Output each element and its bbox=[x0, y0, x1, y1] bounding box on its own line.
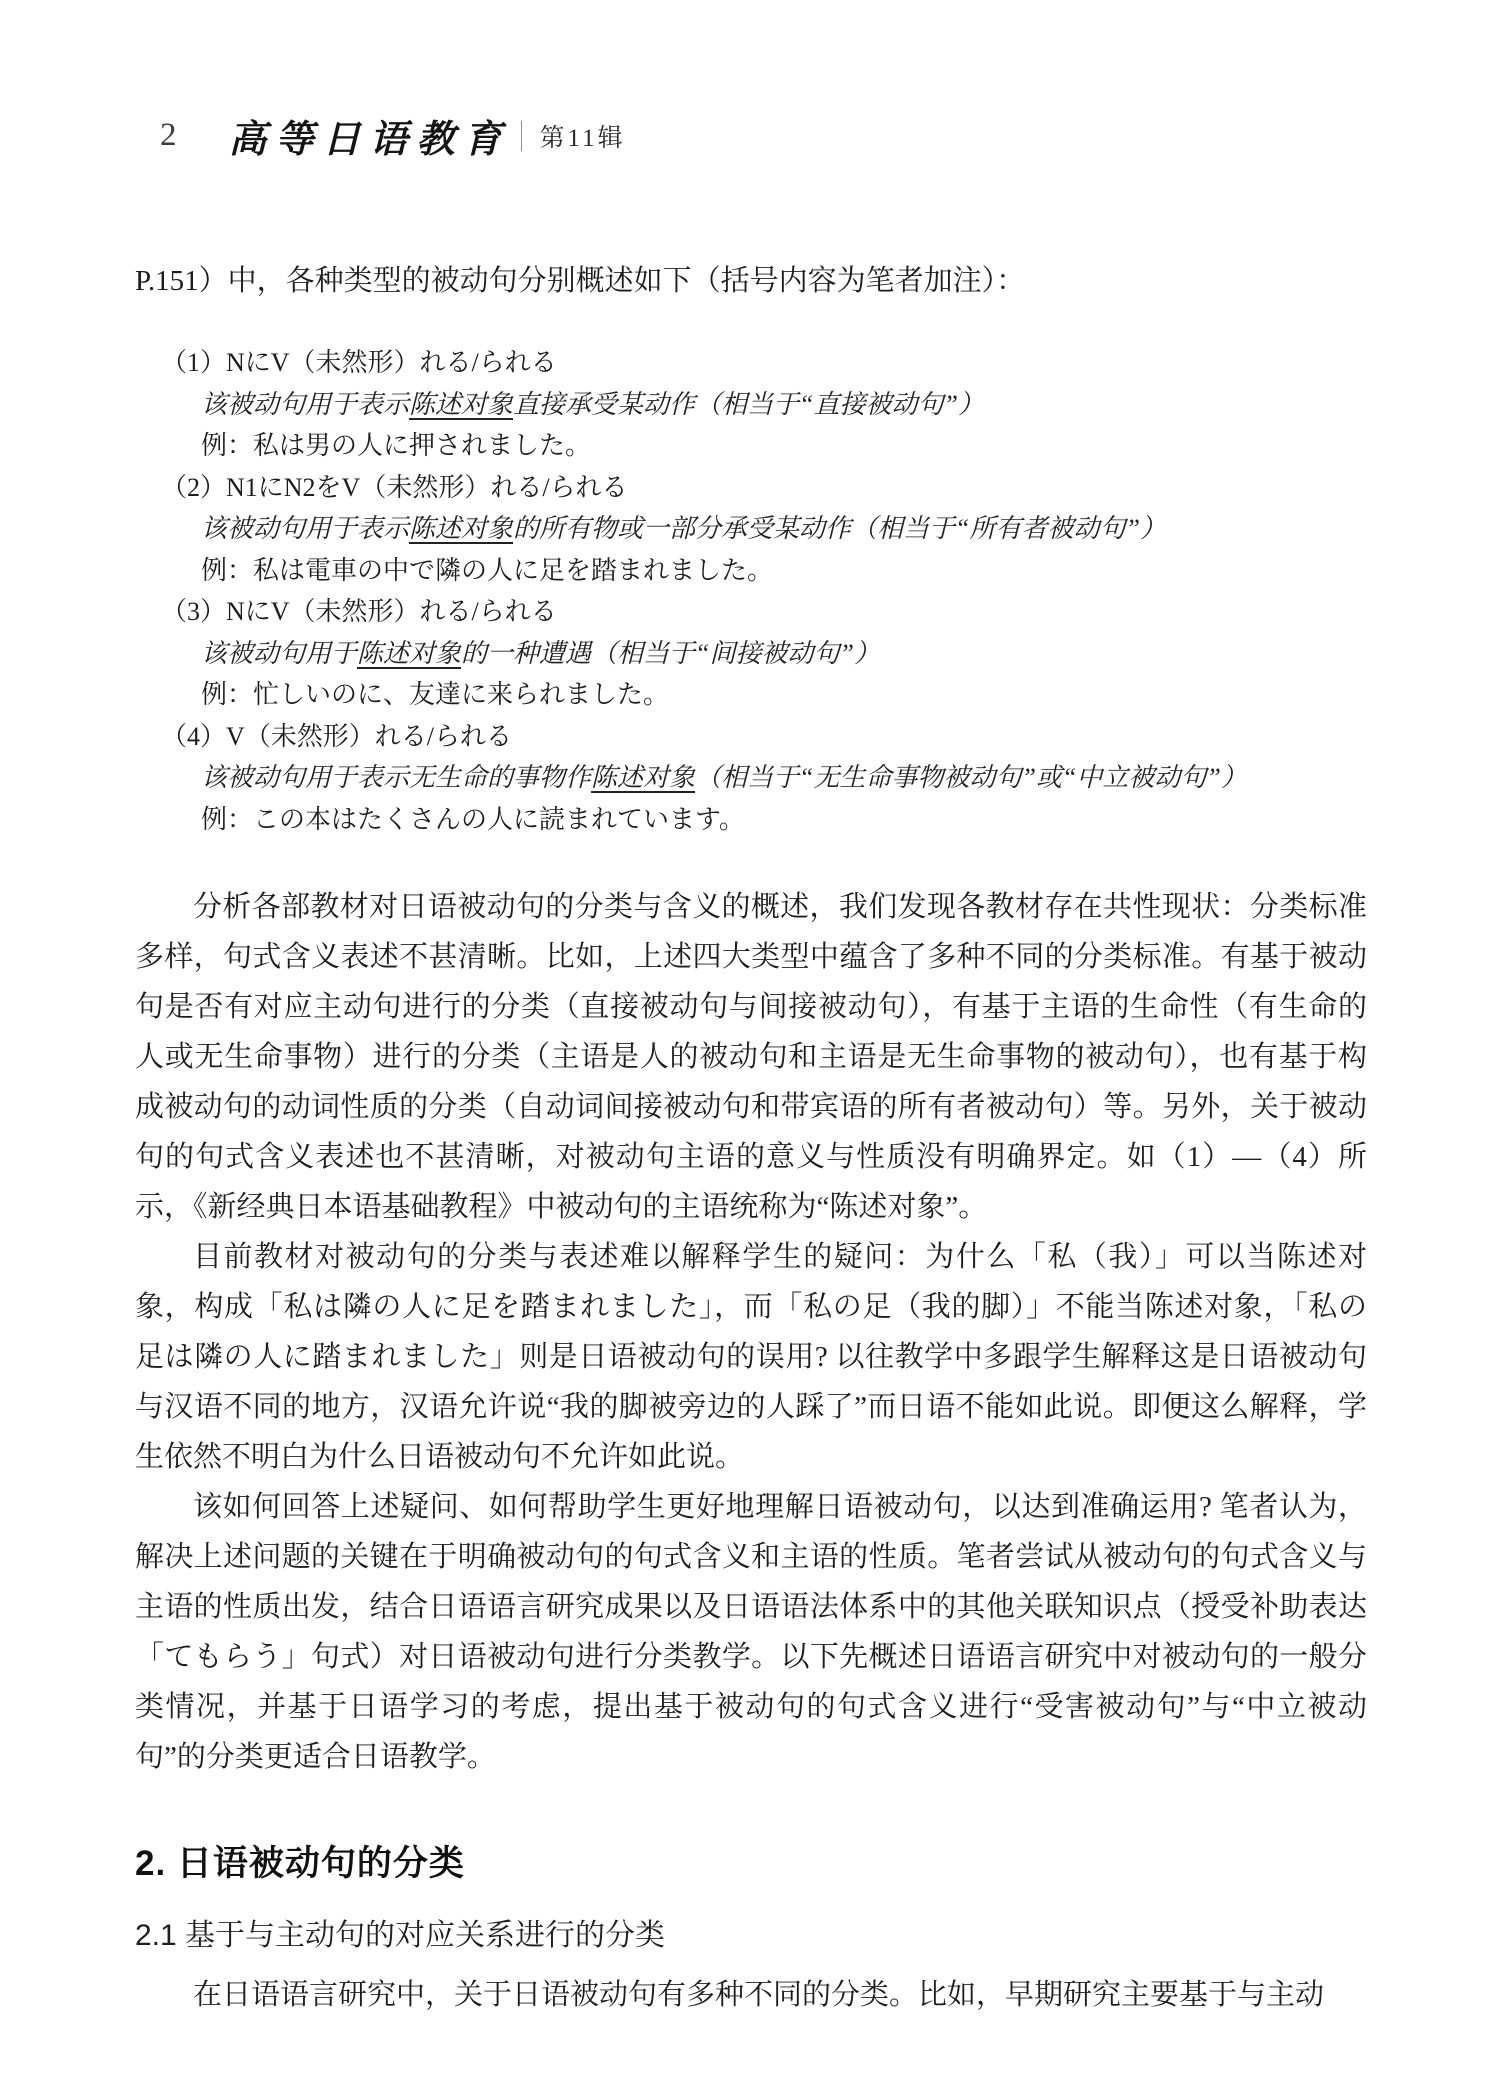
section-2 bbox=[135, 1836, 1367, 2020]
paragraph: 该如何回答上述疑问、如何帮助学生更好地理解日语被动句，以达到准确运用? 笔者认为，解决上述问题的关键在于明确被动句的句式含义和主语的性质。笔者尝试从被动句的句式含义与主语的性质出发，结合日语语言研究成果以及日语语法体系中的其他关联知识点（授受补助表达「てもらう」句式）对日语被动句进行分类教学。以下先概述日语语言研究中对被动句的一般分类情况，并基于日语学习的考虑，提出基于被动句的句式含义进行“受害被动句”与“中立被动句”的分类更适合日语教学。 bbox=[135, 1491, 1367, 1773]
pattern-item-3 bbox=[135, 591, 1367, 716]
section-paragraph: 在日语语言研究中，关于日语被动句有多种不同的分类。比如，早期研究主要基于与主动 bbox=[193, 1979, 1325, 2011]
desc-text: 该被动句用于表示无生命的事物作 bbox=[201, 763, 592, 792]
pattern-example: 例：私は電車の中で隣の人に足を踏まれました。 bbox=[201, 555, 774, 585]
pattern-example: 例：忙しいのに、友達に来られました。 bbox=[201, 680, 670, 709]
desc-text: 该被动句用于表示 bbox=[201, 514, 410, 543]
desc-text: 该被动句用于 bbox=[201, 638, 358, 668]
desc-text: 直接承受某动作（相当于“直接被动句”） bbox=[513, 389, 984, 419]
page-number: 2 bbox=[160, 117, 177, 153]
pattern-formula: （1）NにV（未然形）れる/られる bbox=[161, 348, 557, 377]
desc-text: 该被动句用于表示 bbox=[201, 389, 410, 419]
running-head bbox=[160, 108, 626, 163]
underlined-term: 陈述对象 bbox=[357, 638, 462, 668]
pattern-item-2 bbox=[135, 467, 1367, 592]
body-paragraphs bbox=[135, 882, 1367, 1782]
journal-title: 高等日语教育 bbox=[228, 116, 511, 161]
underlined-term: 陈述对象 bbox=[591, 763, 696, 792]
pattern-formula: （3）NにV（未然形）れる/られる bbox=[161, 597, 557, 626]
pattern-list bbox=[135, 342, 1367, 840]
underlined-term: 陈述对象 bbox=[409, 389, 514, 419]
pattern-description bbox=[135, 757, 1367, 799]
section-subheading: 2.1 基于与主动句的对应关系进行的分类 bbox=[135, 1919, 666, 1952]
page-body bbox=[135, 256, 1367, 2020]
pattern-item-4 bbox=[135, 716, 1367, 841]
pattern-formula: （4）V（未然形）れる/られる bbox=[161, 721, 513, 751]
paragraph: 分析各部教材对日语被动句的分类与含义的概述，我们发现各教材存在共性现状：分类标准多样，句式含义表述不甚清晰。比如，上述四大类型中蕴含了多种不同的分类标准。有基于被动句是否有对应主动句进行的分类（直接被动句与间接被动句），有基于主语的生命性（有生命的人或无生命事物）进行的分类（主语是人的被动句和主语是无生命事物的被动句），也有基于构成被动句的动词性质的分类（自动词间接被动句和带宾语的所有者被动句）等。另外，关于被动句的句式含义表述也不甚清晰，对被动句主语的意义与性质没有明确界定。如（1）—（4）所示，《新经典日本语基础教程》中被动句的主语统称为“陈述对象”。 bbox=[135, 891, 1367, 1223]
paragraph: 目前教材对被动句的分类与表述难以解释学生的疑问：为什么「私（我）」可以当陈述对象，构成「私は隣の人に足を踏まれました」，而「私の足（我的脚）」不能当陈述对象，「私の足は隣の人に踏まれました」则是日语被动句的误用? 以往教学中多跟学生解释这是日语被动句与汉语不同的地方，汉语允许说“我的脚被旁边的人踩了”而日语不能如此说。即便这么解释，学生依然不明白为什么日语被动句不允许如此说。 bbox=[135, 1241, 1367, 1473]
desc-text: 的所有物或一部分承受某动作（相当于“所有者被动句”） bbox=[513, 514, 1166, 543]
section-heading: 2. 日语被动句的分类 bbox=[135, 1844, 465, 1883]
desc-text: 的一种遭遇（相当于“间接被动句”） bbox=[461, 638, 880, 668]
pattern-example: 例：この本はたくさんの人に読まれています。 bbox=[201, 804, 745, 834]
pattern-example: 例：私は男の人に押されました。 bbox=[201, 431, 592, 460]
pattern-description bbox=[135, 384, 1367, 426]
pattern-item-1 bbox=[135, 342, 1367, 467]
desc-text: （相当于“无生命事物被动句”或“中立被动句”） bbox=[695, 763, 1247, 792]
pattern-description bbox=[135, 633, 1367, 675]
pattern-formula: （2）N1にN2をV（未然形）れる/られる bbox=[161, 472, 628, 502]
underlined-term: 陈述对象 bbox=[409, 514, 514, 543]
header-divider bbox=[521, 121, 522, 151]
intro-line: P.151）中，各种类型的被动句分别概述如下（括号内容为笔者加注）： bbox=[135, 265, 1026, 297]
pattern-description bbox=[135, 508, 1367, 550]
issue-label: 第11辑 bbox=[539, 124, 626, 152]
